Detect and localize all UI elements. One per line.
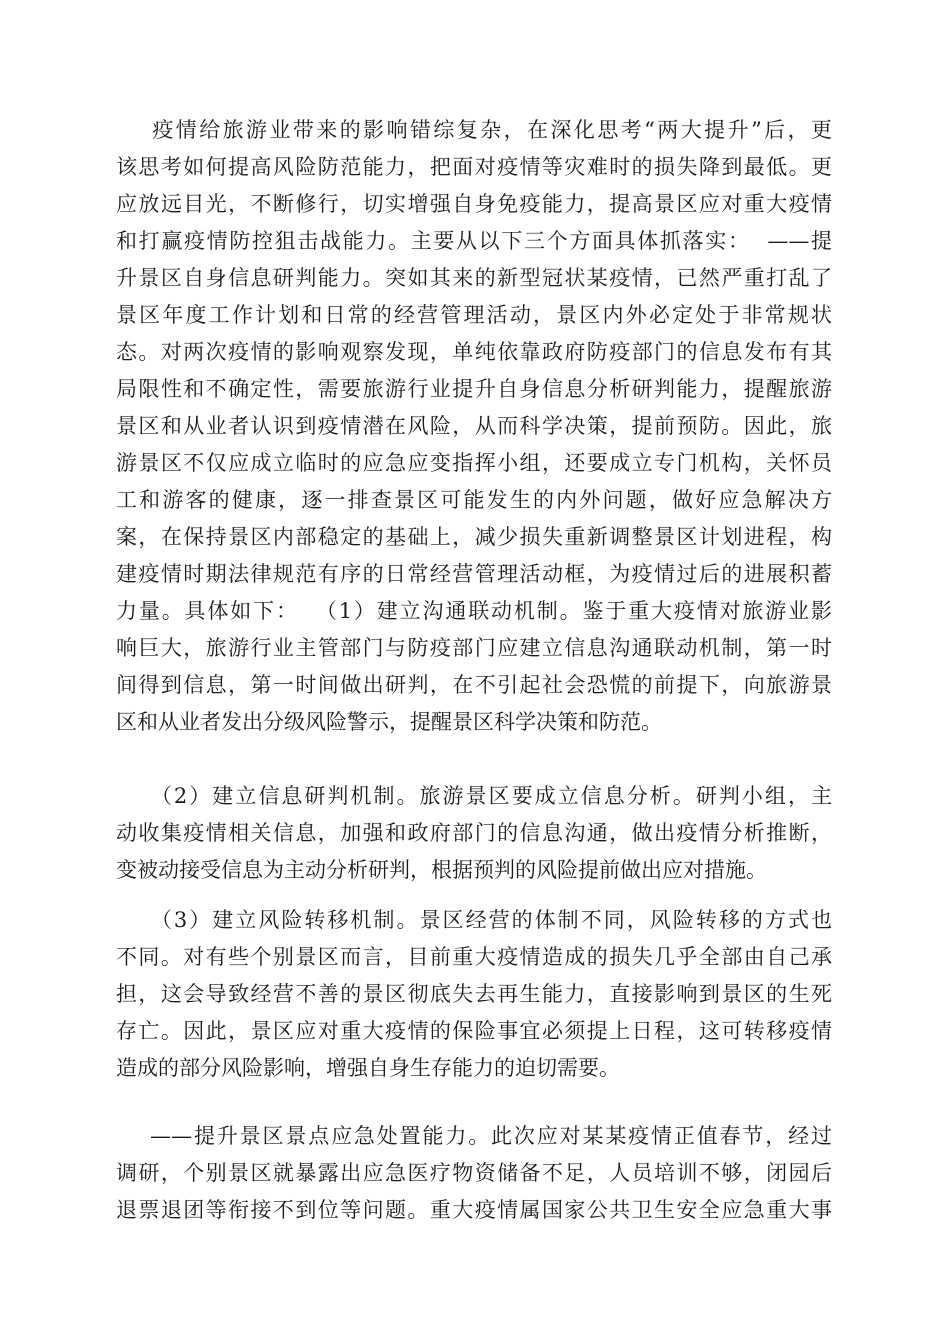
text-line: 该思考如何提高风险防范能力，把面对疫情等灾难时的损失降到最低。更 — [116, 155, 832, 179]
text-line: 升景区自身信息研判能力。突如其来的新型冠状某疫情，已然严重打乱了 — [116, 266, 832, 290]
text-line: 担，这会导致经营不善的景区彻底失去再生能力，直接影响到景区的生死 — [116, 982, 832, 1006]
text-line: 变被动接受信息为主动分析研判，根据预判的风险提前做出应对措施。 — [116, 858, 767, 882]
paragraph-risk-transfer — [116, 902, 832, 1087]
text-line: 工和游客的健康，逐一排查景区可能发生的内外问题，做好应急解决方 — [116, 488, 832, 512]
text-line: 景区和从业者认识到疫情潜在风险，从而科学决策，提前预防。因此，旅 — [116, 414, 832, 438]
text-line: 不同。对有些个别景区而言，目前重大疫情造成的损失几乎全部由自己承 — [116, 945, 832, 969]
paragraph-overview — [116, 112, 832, 741]
text-line: 区和从业者发出分级风险警示，提醒景区科学决策和防范。 — [116, 710, 662, 734]
text-line: 退票退团等衔接不到位等问题。重大疫情属国家公共卫生安全应急重大事 — [116, 1198, 832, 1222]
text-line: 建疫情时期法律规范有序的日常经营管理活动框，为疫情过后的进展积蓄 — [116, 562, 832, 586]
text-line: 景区年度工作计划和日常的经营管理活动，景区内外必定处于非常规状 — [116, 303, 832, 327]
text-line: 案，在保持景区内部稳定的基础上，减少损失重新调整景区计划进程，构 — [116, 525, 832, 549]
text-line: 造成的部分风险影响，增强自身生存能力的迫切需要。 — [116, 1056, 620, 1080]
text-line: 态。对两次疫情的影响观察发现，单纯依靠政府防疫部门的信息发布有其 — [116, 340, 832, 364]
text-line: 响巨大，旅游行业主管部门与防疫部门应建立信息沟通联动机制，第一时 — [116, 636, 832, 660]
paragraph-info-mechanism — [116, 778, 832, 889]
text-line: 疫情给旅游业带来的影响错综复杂，在深化思考“两大提升”后，更 — [116, 118, 832, 142]
text-line: 调研，个别景区就暴露出应急医疗物资储备不足，人员培训不够，闭园后 — [116, 1161, 832, 1185]
text-line: 间得到信息，第一时间做出研判，在不引起社会恐慌的前提下，向旅游景 — [116, 673, 832, 697]
text-line: 局限性和不确定性，需要旅游行业提升自身信息分析研判能力，提醒旅游 — [116, 377, 832, 401]
paragraph-emergency-response — [116, 1118, 832, 1229]
text-line: 应放远目光，不断修行，切实增强自身免疫能力，提高景区应对重大疫情 — [116, 192, 832, 216]
text-line: （3）建立风险转移机制。景区经营的体制不同，风险转移的方式也 — [116, 908, 832, 932]
text-line: （2）建立信息研判机制。旅游景区要成立信息分析。研判小组，主 — [116, 784, 832, 808]
text-line: 游景区不仅应成立临时的应急应变指挥小组，还要成立专门机构，关怀员 — [116, 451, 832, 475]
text-line: 和打赢疫情防控狙击战能力。主要从以下三个方面具体抓落实： ——提 — [116, 229, 832, 253]
text-line: 存亡。因此，景区应对重大疫情的保险事宜必须提上日程，这可转移疫情 — [116, 1019, 832, 1043]
text-line: 动收集疫情相关信息，加强和政府部门的信息沟通，做出疫情分析推断， — [116, 821, 832, 845]
text-line: 力量。具体如下： （1）建立沟通联动机制。鉴于重大疫情对旅游业影 — [116, 599, 832, 623]
text-line: ——提升景区景点应急处置能力。此次应对某某疫情正值春节，经过 — [116, 1124, 832, 1148]
